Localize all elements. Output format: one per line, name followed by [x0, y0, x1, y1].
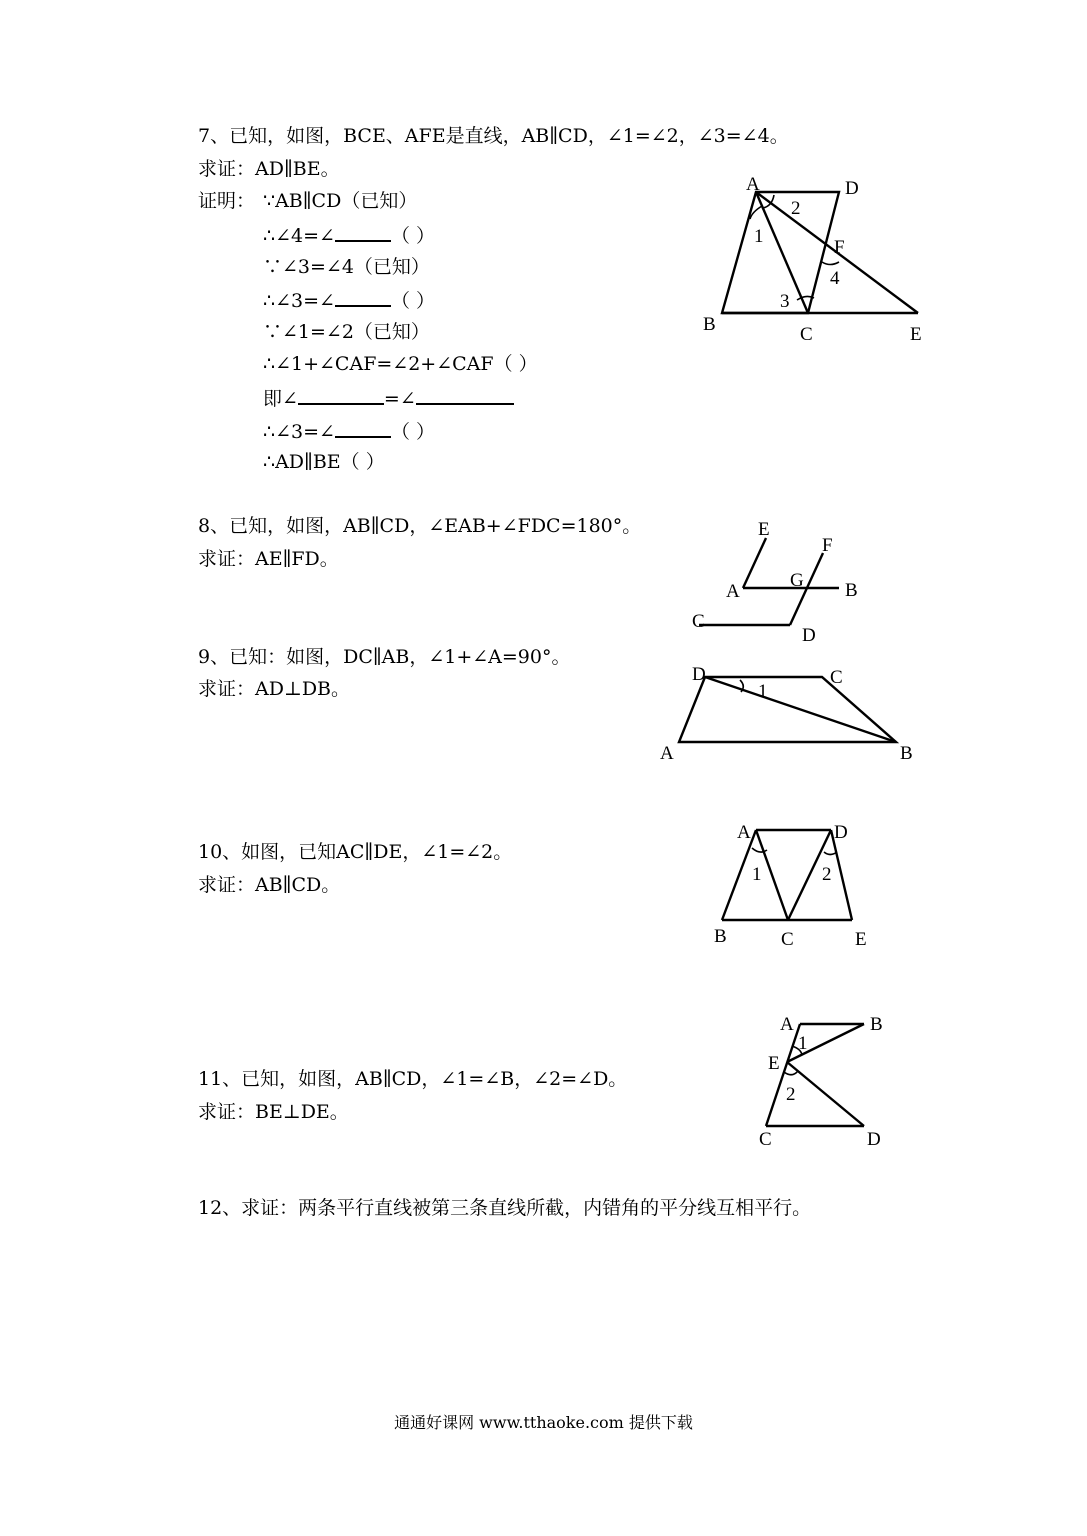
figure-11-label-angle-1: 1 [798, 1033, 808, 1054]
reason-parens: （ ） [390, 421, 435, 443]
figure-11-label-angle-2: 2 [786, 1084, 796, 1105]
figure-9-label-c: C [830, 667, 843, 688]
figure-7-label-angle-4: 4 [830, 268, 840, 289]
proof-step-3: ∵∠3=∠4（已知） [263, 256, 430, 278]
problem-7-given: 7、已知，如图，BCE、AFE是直线，AB∥CD，∠1=∠2，∠3=∠4。 [198, 125, 789, 147]
reason-parens: （ ） [390, 290, 435, 312]
figure-11-label-e: E [768, 1053, 780, 1074]
figure-11-label-d: D [867, 1129, 881, 1150]
problem-10-prove: 求证：AB∥CD。 [198, 874, 341, 896]
figure-7-label-b: B [703, 314, 716, 335]
figure-8-label-e: E [758, 519, 770, 540]
figure-7-label-a: A [746, 174, 760, 195]
figure-9-label-a: A [660, 743, 674, 764]
figure-10-label-d: D [834, 822, 848, 843]
figure-8-label-d: D [802, 625, 816, 646]
problem-7-prove: 求证：AD∥BE。 [198, 158, 340, 180]
figure-10-label-e: E [855, 929, 867, 950]
figure-8-label-b: B [845, 580, 858, 601]
problem-11-prove: 求证：BE⊥DE。 [198, 1101, 349, 1123]
reason-parens: （ ） [390, 225, 435, 247]
figure-8-label-f: F [822, 535, 833, 556]
figure-7-label-e: E [910, 324, 922, 345]
proof-step-8-text: ∴∠3=∠ [263, 421, 335, 443]
proof-step-7-text: 即∠ [263, 388, 298, 410]
figure-10-label-b: B [714, 926, 727, 947]
figure-8-label-g: G [790, 570, 804, 591]
problem-10-given: 10、如图，已知AC∥DE，∠1=∠2。 [198, 841, 513, 863]
proof-step-4-text: ∴∠3=∠ [263, 290, 335, 312]
figure-9-label-d: D [692, 664, 706, 685]
problem-9-prove: 求证：AD⊥DB。 [198, 678, 351, 700]
figure-7-label-angle-2: 2 [791, 198, 801, 219]
figure-10-label-angle-1: 1 [752, 864, 762, 885]
figure-11-lines [766, 1024, 864, 1126]
problem-8-prove: 求证：AE∥FD。 [198, 548, 339, 570]
figure-10-label-a: A [737, 822, 751, 843]
page-footer: 通通好课网 www.tthaoke.com 提供下载 [394, 1413, 693, 1432]
figure-11-label-b: B [870, 1014, 883, 1035]
proof-step-7-mid: =∠ [383, 388, 416, 410]
figure-8-label-a: A [726, 581, 740, 602]
figure-9-label-angle-1: 1 [758, 681, 768, 702]
figure-9-label-b: B [900, 743, 913, 764]
figure-11-label-c: C [759, 1129, 772, 1150]
proof-step-5: ∵∠1=∠2（已知） [263, 321, 430, 343]
problem-9-given: 9、已知：如图，DC∥AB，∠1+∠A=90°。 [198, 646, 571, 668]
figure-11-label-a: A [780, 1014, 794, 1035]
proof-step-2-text: ∴∠4=∠ [263, 225, 335, 247]
figure-7-label-angle-1: 1 [754, 226, 764, 247]
problem-11-given: 11、已知，如图，AB∥CD，∠1=∠B，∠2=∠D。 [198, 1068, 628, 1090]
proof-label: 证明： [198, 190, 256, 212]
figure-7-label-c: C [800, 324, 813, 345]
figure-7-label-angle-3: 3 [780, 291, 790, 312]
figure-8-label-c: C [692, 611, 705, 632]
problem-8-given: 8、已知，如图，AB∥CD，∠EAB+∠FDC=180°。 [198, 515, 642, 537]
proof-step-6: ∴∠1+∠CAF=∠2+∠CAF（ ） [263, 353, 538, 375]
proof-step-1: ∵AB∥CD（已知） [263, 190, 418, 212]
figure-7-label-d: D [845, 178, 859, 199]
proof-step-9: ∴AD∥BE（ ） [263, 451, 385, 473]
problem-12-given: 12、求证：两条平行直线被第三条直线所截，内错角的平分线互相平行。 [198, 1197, 812, 1219]
figure-7-label-f: F [834, 237, 845, 258]
figure-10-label-c: C [781, 929, 794, 950]
figure-10-label-angle-2: 2 [822, 864, 832, 885]
